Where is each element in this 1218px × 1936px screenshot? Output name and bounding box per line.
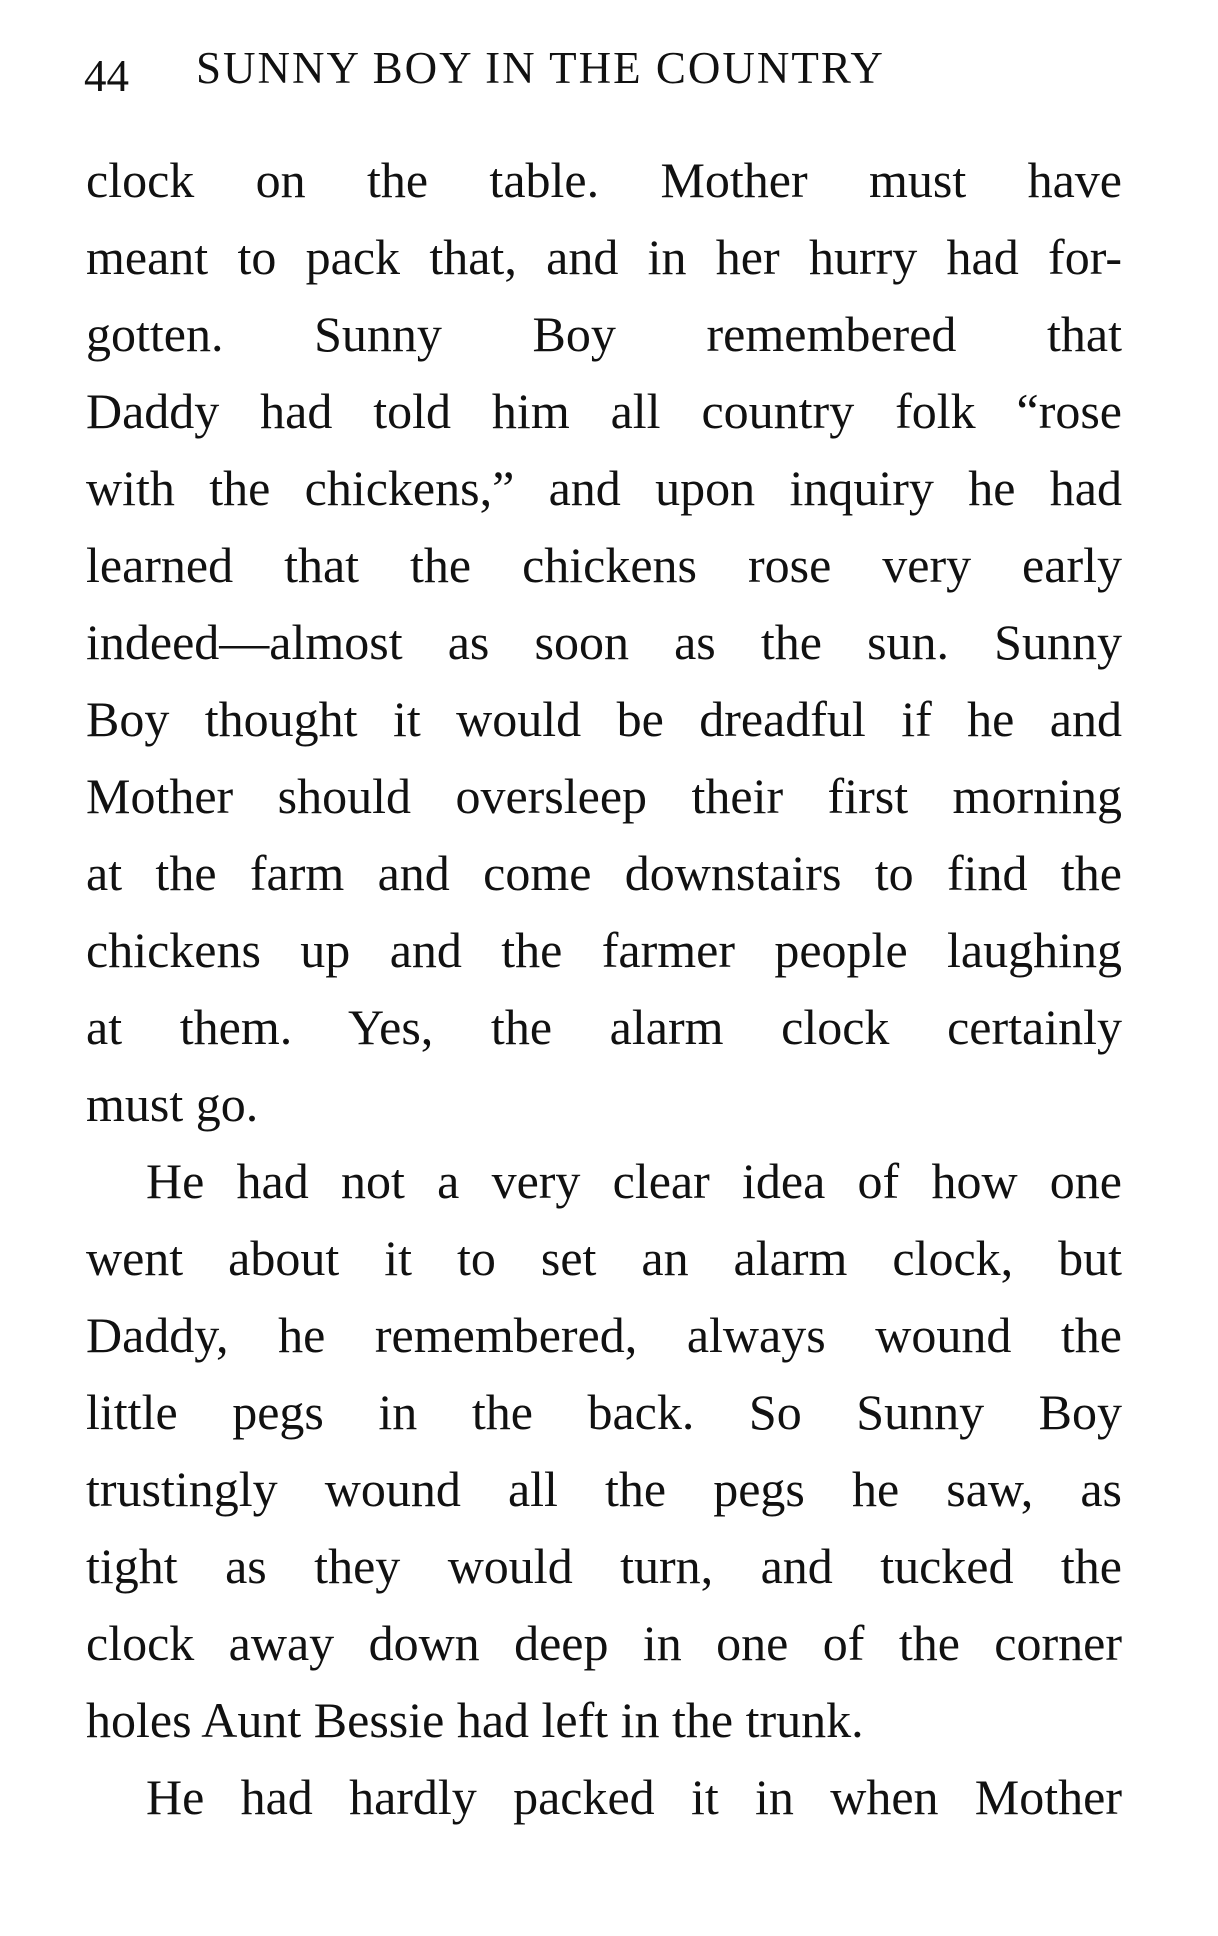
paragraph-2 bbox=[86, 1143, 1122, 1759]
text-line: went about it to set an alarm clock, but bbox=[86, 1230, 1122, 1286]
text-line: must go. bbox=[86, 1076, 259, 1132]
text-line: learned that the chickens rose very early bbox=[86, 537, 1122, 593]
page-number: 44 bbox=[84, 51, 129, 101]
text-line: Daddy, he remembered, always wound the bbox=[86, 1307, 1122, 1363]
text-line: at them. Yes, the alarm clock certainly bbox=[86, 999, 1122, 1055]
paragraph-1 bbox=[86, 142, 1122, 1143]
text-line: clock on the table. Mother must have bbox=[86, 152, 1122, 208]
paragraph-3 bbox=[86, 1759, 1122, 1836]
text-line: with the chickens,” and upon inquiry he had bbox=[86, 460, 1122, 516]
text-line: indeed—almost as soon as the sun. Sunny bbox=[86, 614, 1122, 670]
running-head bbox=[84, 42, 1124, 102]
text-line: holes Aunt Bessie had left in the trunk. bbox=[86, 1692, 864, 1748]
body-text bbox=[86, 142, 1122, 1836]
text-line: He had not a very clear idea of how one bbox=[146, 1153, 1122, 1209]
text-line: tight as they would turn, and tucked the bbox=[86, 1538, 1122, 1594]
text-line: He had hardly packed it in when Mother bbox=[146, 1769, 1122, 1825]
text-line: chickens up and the farmer people laughing bbox=[86, 922, 1122, 978]
running-title: SUNNY BOY IN THE COUNTRY bbox=[196, 43, 885, 93]
text-line: gotten. Sunny Boy remembered that bbox=[86, 306, 1122, 362]
text-line: Daddy had told him all country folk “rose bbox=[86, 383, 1122, 439]
text-line: Boy thought it would be dreadful if he and bbox=[86, 691, 1122, 747]
text-line: trustingly wound all the pegs he saw, as bbox=[86, 1461, 1122, 1517]
text-line: clock away down deep in one of the corner bbox=[86, 1615, 1122, 1671]
text-line: Mother should oversleep their first morning bbox=[86, 768, 1122, 824]
text-line: little pegs in the back. So Sunny Boy bbox=[86, 1384, 1122, 1440]
text-line: meant to pack that, and in her hurry had for- bbox=[86, 229, 1122, 285]
text-line: at the farm and come downstairs to find the bbox=[86, 845, 1122, 901]
